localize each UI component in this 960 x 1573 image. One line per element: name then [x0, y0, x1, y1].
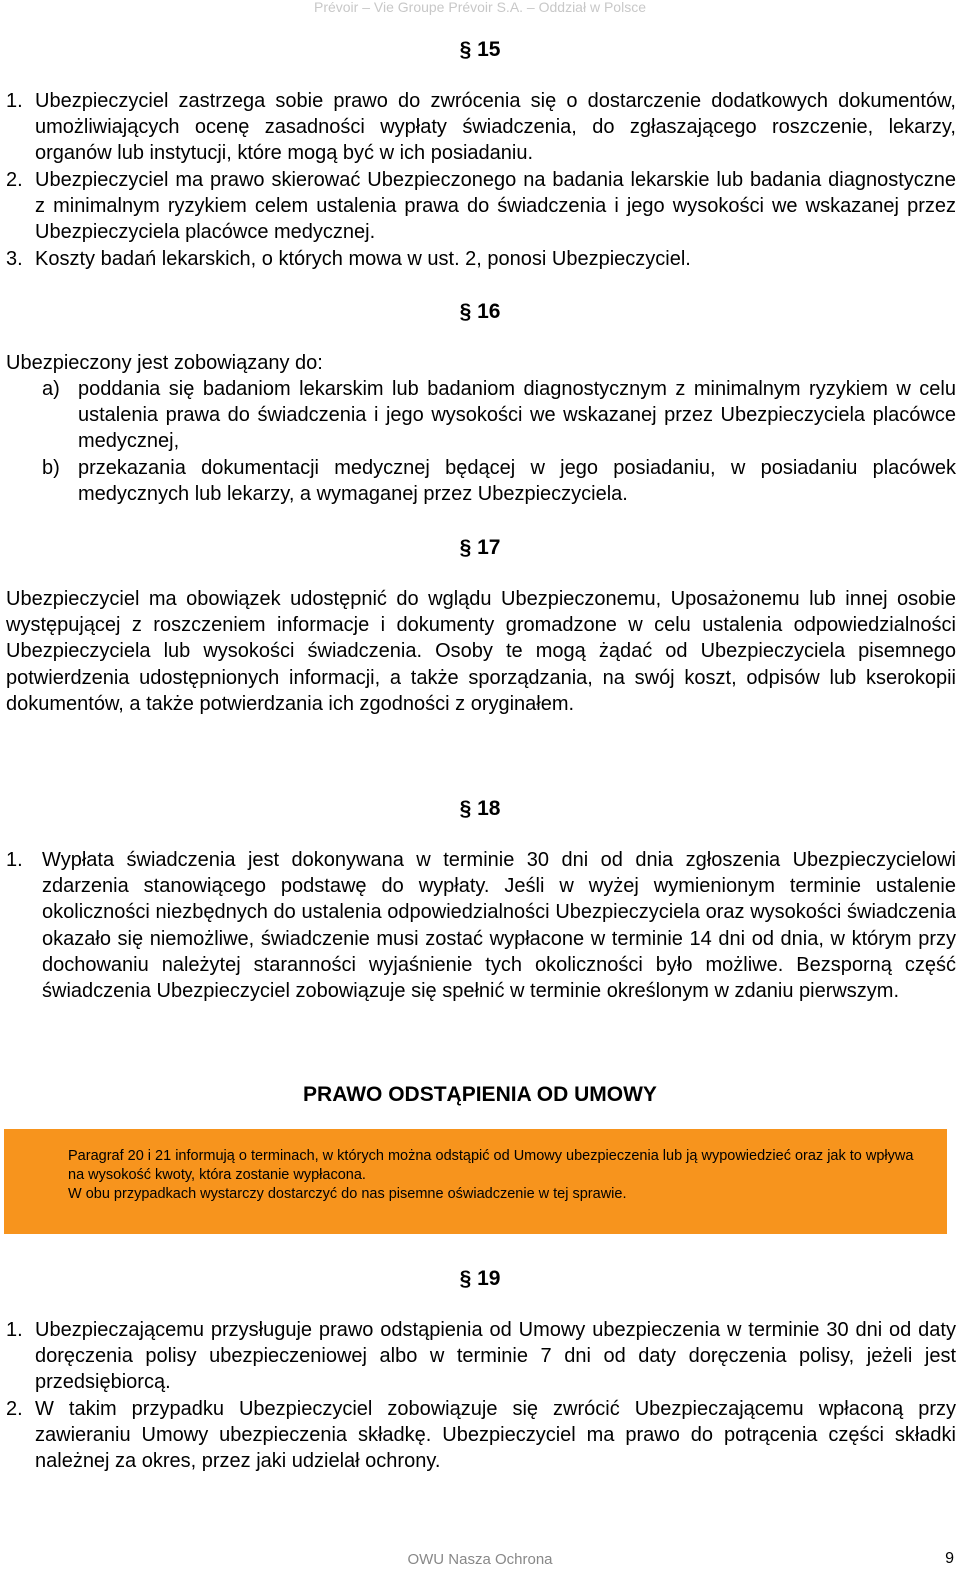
item-text: Ubezpieczyciel zastrzega sobie prawo do zwrócenia się o dostarczenie dodatkowych dokumentów, umożliwiających ocenę zasadności wypłaty świadczenia, do zgłaszającego roszczenie, lekarzy, organów lub instytucji, które mogą być w ich posiadaniu. — [35, 90, 956, 165]
item-letter: a) — [42, 378, 60, 400]
item-text: Wypłata świadczenia jest dokonywana w terminie 30 dni od dnia zgłoszenia Ubezpieczycielowi zdarzenia stanowiącego podstawę do wypłaty. Jeśli w wyżej wymienionym terminie ustalenie okoliczności niezbędnych do ustalenia odpowiedzialności Ubezpieczyciela oraz wysokości świadczenia okazało się niemożliwe, świadczenie musi zostać wypłacone w terminie 14 dni od dnia, w którym przy dochowaniu należytej staranności wyjaśnienie tych okoliczności było możliwe. Bezsporną część świadczenia Ubezpieczyciel zobowiązuje się spełnić w terminie określonym w zdaniu pierwszym. — [42, 849, 956, 1003]
s19-item-2 — [6, 1396, 956, 1476]
s15-item-1 — [6, 88, 956, 168]
page-number: 9 — [945, 1550, 954, 1567]
section-18-title: § 18 — [459, 797, 501, 820]
s16-intro: Ubezpieczony jest zobowiązany do: — [6, 352, 323, 374]
s19-item-1 — [6, 1317, 956, 1397]
item-number: 2. — [6, 169, 23, 191]
info-box-line-1: Paragraf 20 i 21 informują o terminach, w których można odstąpić od Umowy ubezpieczenia lub ją wypowiedzieć oraz jak to wpływa na wysokość kwoty, która zostanie wypłacona. — [68, 1148, 914, 1183]
item-text: Ubezpieczającemu przysługuje prawo odstąpienia od Umowy ubezpieczenia w terminie 30 dni od daty doręczenia polisy ubezpieczeniowej albo w terminie 7 dni od daty doręczenia polisy, jeżeli jest przedsiębiorcą. — [35, 1319, 956, 1394]
section-16-title: § 16 — [459, 300, 501, 323]
page-header: Prévoir – Vie Groupe Prévoir S.A. – Oddział w Polsce — [313, 0, 646, 15]
item-number: 3. — [6, 248, 23, 270]
s15-item-3 — [6, 246, 956, 274]
item-number: 1. — [6, 1319, 23, 1341]
item-text: Koszty badań lekarskich, o których mowa w ust. 2, ponosi Ubezpieczyciel. — [35, 248, 691, 270]
item-number: 1. — [6, 849, 23, 871]
item-letter: b) — [42, 457, 60, 479]
s16-item-b — [42, 455, 956, 509]
item-text: przekazania dokumentacji medycznej będącej w jego posiadaniu, w posiadaniu placówek medycznych lub lekarzy, a wymaganej przez Ubezpieczyciela. — [78, 457, 956, 506]
item-number: 2. — [6, 1398, 23, 1420]
info-box-line-2: W obu przypadkach wystarczy dostarczyć do nas pisemne oświadczenie w tej sprawie. — [68, 1186, 627, 1202]
item-number: 1. — [6, 90, 23, 112]
section-19-title: § 19 — [459, 1267, 501, 1290]
info-box — [4, 1129, 947, 1234]
s15-item-2 — [6, 167, 956, 247]
s17-text: Ubezpieczyciel ma obowiązek udostępnić do wglądu Ubezpieczonemu, Uposażonemu lub innej osobie występującej z roszczeniem informacje i dokumenty gromadzone w celu ustalenia odpowiedzialności Ubezpieczyciela lub wysokości świadczenia. Osoby te mogą żądać od Ubezpieczyciela pisemnego potwierdzenia udostępnionych informacji, a także sporządzania, na swój koszt, odpisów lub kserokopii dokumentów, a także potwierdzania ich zgodności z oryginałem. — [6, 588, 956, 715]
withdrawal-heading: PRAWO ODSTĄPIENIA OD UMOWY — [303, 1083, 657, 1106]
item-text: poddania się badaniom lekarskim lub badaniom diagnostycznym z minimalnym ryzykiem w celu ustalenia prawa do świadczenia i jego wysokości we wskazanej przez Ubezpieczyciela placówce medycznej, — [78, 378, 956, 453]
item-text: W takim przypadku Ubezpieczyciel zobowiązuje się zwrócić Ubezpieczającemu wpłaconą przy zawieraniu Umowy ubezpieczenia składkę. Ubezpieczyciel ma prawo do potrącenia części składki należnej za okres, przez jaki udzielał ochrony. — [35, 1398, 956, 1473]
section-17-title: § 17 — [459, 536, 501, 559]
section-15-title: § 15 — [459, 38, 501, 61]
page-footer: OWU Nasza Ochrona — [407, 1551, 553, 1568]
item-text: Ubezpieczyciel ma prawo skierować Ubezpieczonego na badania lekarskie lub badania diagnostyczne z minimalnym ryzykiem celem ustalenia prawa do świadczenia i jego wysokości we wskazanej przez Ubezpieczyciela placówce medycznej. — [35, 169, 956, 244]
s18-item-1 — [6, 847, 956, 1032]
s16-item-a — [42, 376, 956, 456]
